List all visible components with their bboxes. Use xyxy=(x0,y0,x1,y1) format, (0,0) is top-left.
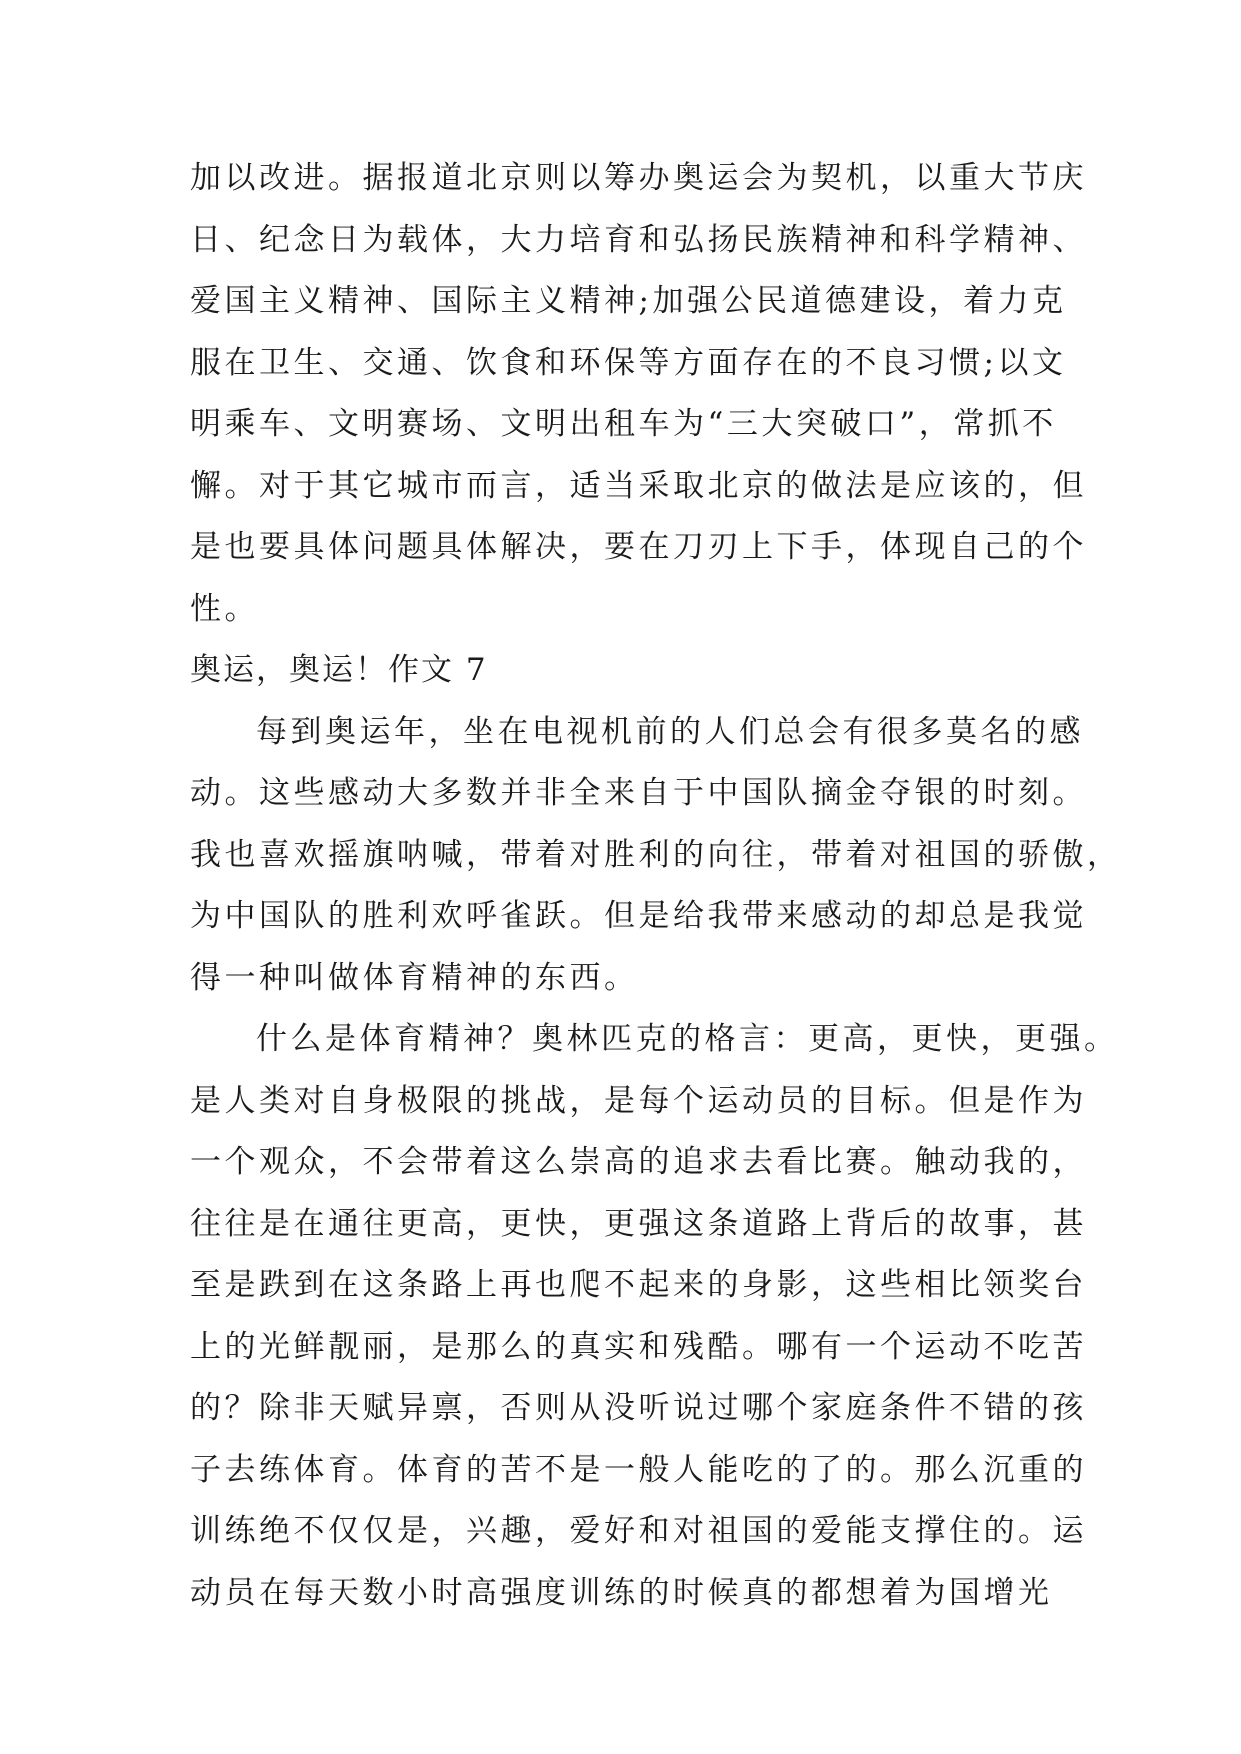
text-line: 得一种叫做体育精神的东西。 xyxy=(190,959,639,996)
text-line: 爱国主义精神、国际主义精神;加强公民道德建设，着力克 xyxy=(190,283,1067,319)
text-line: 懈。对于其它城市而言，适当采取北京的做法是应该的，但 xyxy=(190,467,1087,504)
text-line: 我也喜欢摇旗呐喊，带着对胜利的向往，带着对祖国的骄傲， xyxy=(190,836,1122,873)
text-line: 至是跌到在这条路上再也爬不起来的身影，这些相比领奖台 xyxy=(190,1267,1087,1303)
paragraph-3 xyxy=(190,1009,1119,1624)
text-line: 动。这些感动大多数并非全来自于中国队摘金夺银的时刻。 xyxy=(190,775,1087,811)
section-heading: 奥运，奥运！作文 7 xyxy=(190,652,488,688)
text-line: 动员在每天数小时高强度训练的时候真的都想着为国增光 xyxy=(190,1574,1053,1611)
text-line: 服在卫生、交通、饮食和环保等方面存在的不良习惯;以文 xyxy=(190,344,1067,381)
text-line: 是人类对自身极限的挑战，是每个运动员的目标。但是作为 xyxy=(190,1082,1087,1119)
text-line: 往往是在通往更高，更快，更强这条道路上背后的故事，甚 xyxy=(190,1205,1087,1242)
text-line: 日、纪念日为载体，大力培育和弘扬民族精神和科学精神、 xyxy=(190,221,1087,258)
text-line: 为中国队的胜利欢呼雀跃。但是给我带来感动的却总是我觉 xyxy=(190,898,1087,934)
paragraph-2 xyxy=(190,702,1122,1010)
text-line: 什么是体育精神？奥林匹克的格言：更高，更快，更强。 xyxy=(256,1021,1119,1057)
text-line: 的？除非天赋异禀，否则从没听说过哪个家庭条件不错的孩 xyxy=(190,1390,1087,1426)
text-line: 一个观众，不会带着这么崇高的追求去看比赛。触动我的， xyxy=(190,1144,1087,1180)
text-line: 上的光鲜靓丽，是那么的真实和残酷。哪有一个运动不吃苦 xyxy=(190,1328,1087,1365)
text-line: 加以改进。据报道北京则以筹办奥运会为契机，以重大节庆 xyxy=(190,160,1087,196)
text-line: 每到奥运年，坐在电视机前的人们总会有很多莫名的感 xyxy=(256,713,1084,750)
text-line: 是也要具体问题具体解决，要在刀刃上下手，体现自己的个 xyxy=(190,529,1087,565)
paragraph-1 xyxy=(190,148,1087,640)
document-body xyxy=(190,148,1122,1624)
text-line: 性。 xyxy=(190,590,259,627)
text-line: 子去练体育。体育的苦不是一般人能吃的了的。那么沉重的 xyxy=(190,1451,1087,1488)
text-line: 训练绝不仅仅是，兴趣，爱好和对祖国的爱能支撑住的。运 xyxy=(190,1513,1087,1549)
text-line: 明乘车、文明赛场、文明出租车为“三大突破口”，常抓不 xyxy=(190,406,1057,442)
